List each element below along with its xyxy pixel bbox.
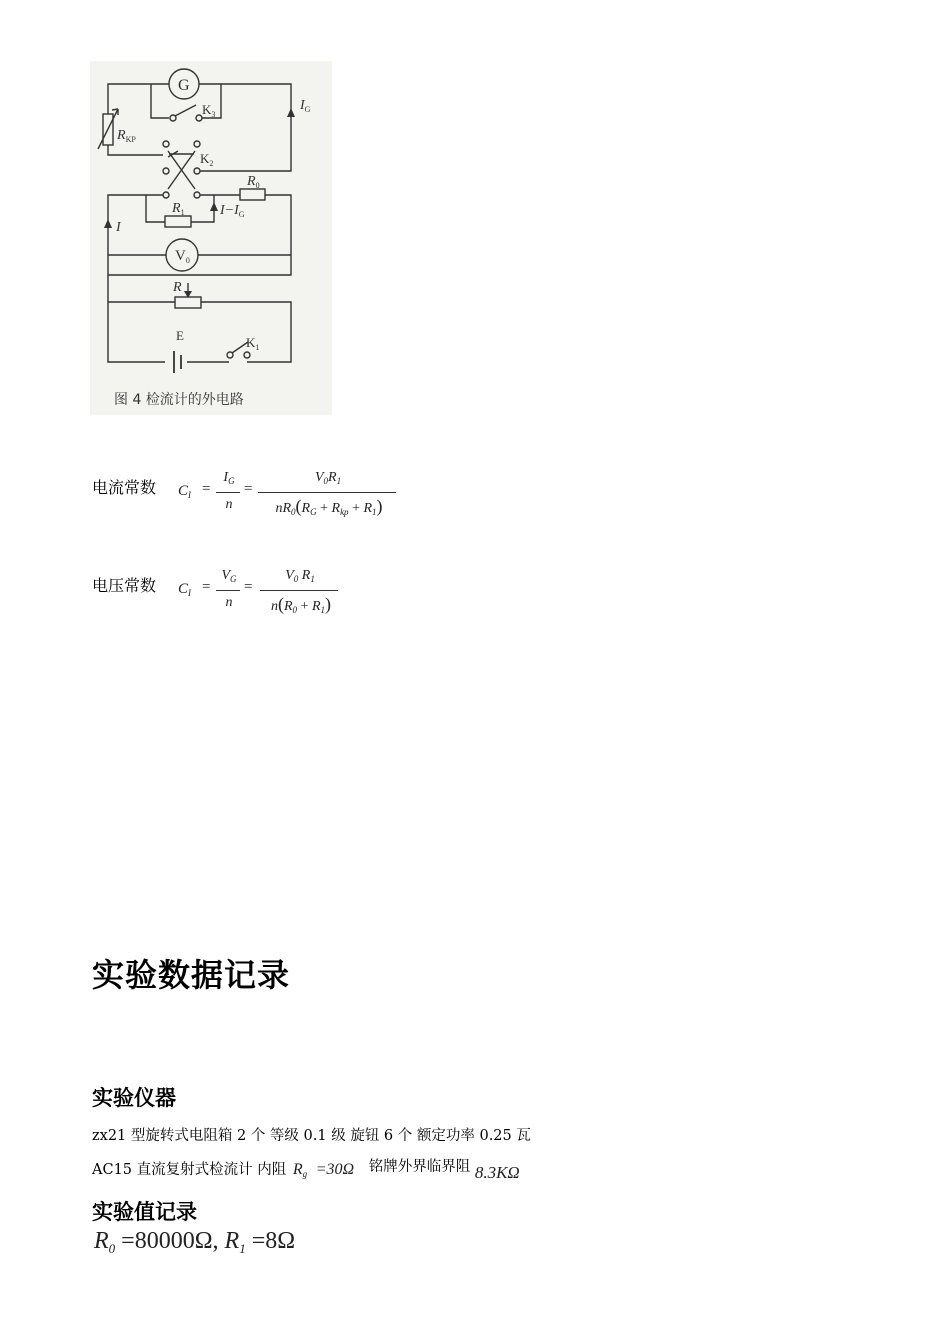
instrument-line-2-mid: 铭牌外界临界阻 [368,1159,471,1175]
circuit-figure [90,61,332,415]
figure-caption: 图 4 检流计的外电路 [114,392,244,408]
svg-text:I−IG: $I-I_G$ [220,203,245,219]
recorded-values: $R_0 =80000\Omega$, $R_1 =8\Omega$ [94,1228,296,1256]
svg-text:K1: $K_1$ [246,335,260,352]
rheostat-r [175,297,201,308]
resistor-r1 [165,216,191,227]
svg-text:E: E [176,328,184,343]
instrument-line-2: AC15 直流复射式检流计 内阻 $R_g =30\Omega$ 铭牌外界临界阻 8.3KΩ [92,1159,520,1182]
svg-text:I: I [116,220,121,235]
svg-text:RKP: $R_{KP}$ [117,128,136,144]
svg-text:V0: $V_0$ [175,248,190,265]
voltage-constant-label: 电压常数 [92,576,157,595]
svg-text:R: R [173,280,182,295]
svg-text:K3: $K_3$ [202,102,216,119]
svg-text:R1: $R_1$ [172,201,185,217]
voltage-constant-formula: $C_I$ = $V_G$ n = $V_0$ $R_1$ $n(R_0 + R_1)$ [176,568,356,618]
resistor-r0 [240,189,265,200]
instrument-line-1: zx21 型旋转式电阻箱 2 个 等级 0.1 级 旋钮 6 个 额定功率 0.25 瓦 [92,1128,531,1144]
current-constant-label: 电流常数 [92,478,157,497]
records-heading: 实验值记录 [92,1200,197,1224]
current-constant-formula: $C_I$ = $I_G$ n = $V_0R_1$ $nR_0(R_G + R_{kp} + R_1)$ [176,470,406,520]
internal-resistance-value: =30Ω [315,1161,355,1178]
instrument-line-2-prefix: AC15 直流复射式检流计 内阻 [92,1162,287,1178]
svg-text:R0: $R_0$ [247,174,260,190]
section-title: 实验数据记录 [92,956,291,994]
r0-value: =80000Ω, [121,1228,225,1254]
svg-text:IG: $I_G$ [300,98,311,114]
critical-resistance-value: 8.3KΩ [474,1163,520,1182]
svg-text:K2: $K_2$ [200,151,214,168]
instruments-heading: 实验仪器 [92,1086,176,1110]
circuit-diagram [90,61,332,415]
r1-value: =8Ω [251,1228,296,1254]
label-G: G [178,77,190,94]
